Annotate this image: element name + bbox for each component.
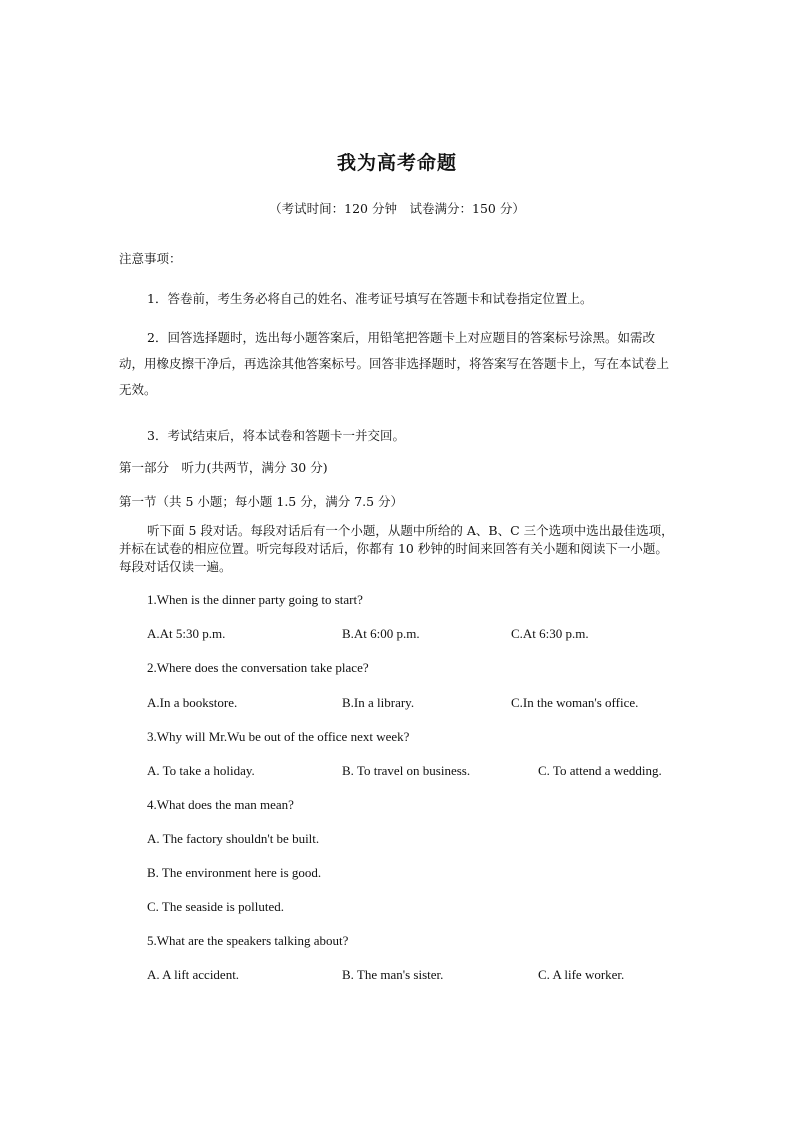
question-1-option-b: B.At 6:00 p.m. [342, 626, 420, 641]
question-1-option-c: C.At 6:30 p.m. [511, 626, 589, 641]
question-2-option-a: A.In a bookstore. [147, 695, 238, 710]
question-5-stem: 5.What are the speakers talking about? [147, 933, 349, 948]
notice-heading: 注意事项： [119, 251, 182, 266]
question-5-option-a: A. A lift accident. [147, 967, 240, 982]
question-5-option-c: C. A life worker. [538, 967, 625, 982]
notice-item-1: 1．答卷前，考生务必将自己的姓名、准考证号填写在答题卡和试卷指定位置上。 [147, 291, 593, 306]
question-1-stem: 1.When is the dinner party going to start? [147, 592, 363, 607]
question-5-option-b: B. The man's sister. [342, 967, 444, 982]
question-4-stem: 4.What does the man mean? [147, 797, 294, 812]
section1-instructions: 听下面 5 段对话。每段对话后有一个小题，从题中所给的 A、B、C 三个选项中选出最佳选项，并标在试卷的相应位置。听完每段对话后，你都有 10 秒钟的时间来回答有关小题和阅读下一小题。每段对话仅读一遍。 [119, 523, 674, 574]
exam-title: 我为高考命题 [336, 152, 457, 174]
question-2-stem: 2.Where does the conversation take place? [147, 660, 369, 675]
question-3-option-a: A. To take a holiday. [147, 763, 255, 778]
question-3-option-c: C. To attend a wedding. [538, 763, 662, 778]
part1-heading: 第一部分 听力(共两节，满分 30 分) [119, 460, 328, 475]
question-2-option-c: C.In the woman's office. [511, 695, 639, 710]
exam-subtitle: （考试时间：120 分钟 试卷满分：150 分） [269, 201, 525, 216]
question-2-option-b: B.In a library. [342, 695, 415, 710]
question-4-option-a: A. The factory shouldn't be built. [147, 831, 320, 846]
question-1-option-a: A.At 5:30 p.m. [147, 626, 226, 641]
question-4-option-c: C. The seaside is polluted. [147, 899, 284, 914]
question-4-option-b: B. The environment here is good. [147, 865, 322, 880]
question-3-stem: 3.Why will Mr.Wu be out of the office next week? [147, 729, 410, 744]
notice-item-3: 3．考试结束后，将本试卷和答题卡一并交回。 [147, 428, 405, 443]
question-3-option-b: B. To travel on business. [342, 763, 471, 778]
section1-heading: 第一节（共 5 小题；每小题 1.5 分，满分 7.5 分） [119, 494, 404, 509]
notice-item-2: 2．回答选择题时，选出每小题答案后，用铅笔把答题卡上对应题目的答案标号涂黑。如需改动，用橡皮擦干净后，再选涂其他答案标号。回答非选择题时，将答案写在答题卡上，写在本试卷上无效。 [119, 330, 670, 397]
